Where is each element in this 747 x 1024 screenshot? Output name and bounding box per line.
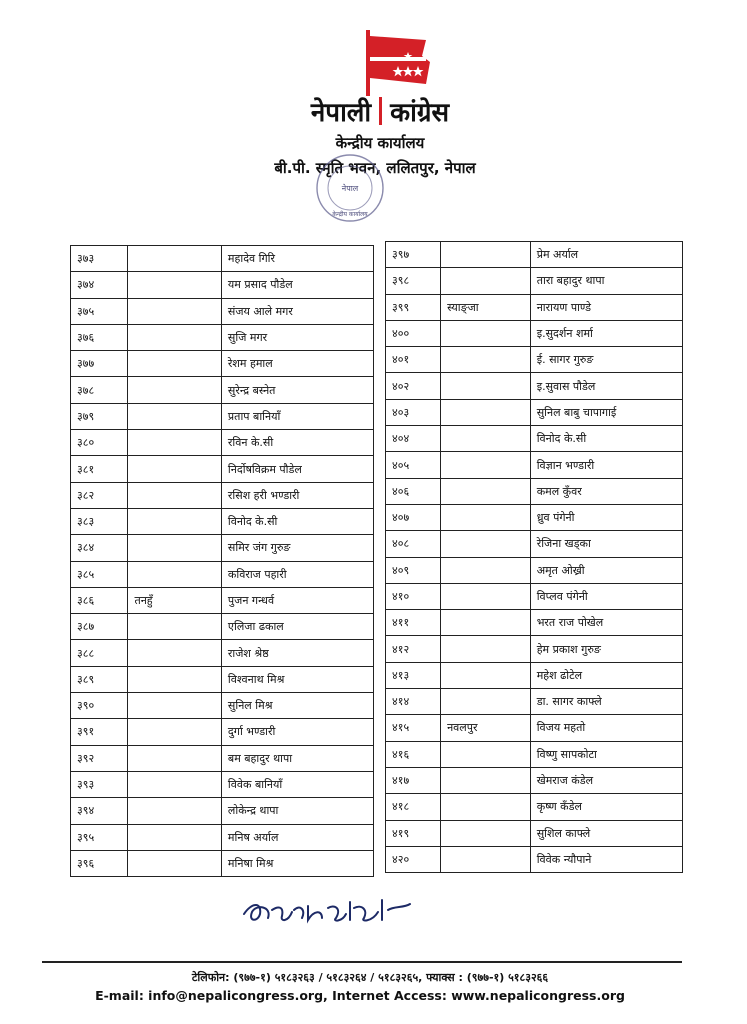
table-row [386, 268, 683, 294]
row-name: पुजन गन्धर्व [221, 587, 373, 613]
row-name: प्रताप बानियाँ [221, 403, 373, 429]
row-district [441, 583, 531, 609]
row-district [441, 268, 531, 294]
row-district [128, 298, 221, 324]
row-name: हेम प्रकाश गुरुङ [530, 636, 682, 662]
row-district [128, 745, 221, 771]
row-district [128, 351, 221, 377]
row-name: विश्वनाथ मिश्र [221, 666, 373, 692]
row-district [441, 662, 531, 688]
table-row [71, 456, 374, 482]
table-row [71, 535, 374, 561]
row-name: सुशिल काफ्ले [530, 820, 682, 846]
row-name: बम बहादुर थापा [221, 745, 373, 771]
row-name: सुनिल बाबु चापागाई [530, 399, 682, 425]
row-name: सुजि मगर [221, 324, 373, 350]
row-district [128, 324, 221, 350]
member-table-left [70, 245, 374, 877]
row-number: ३७४ [71, 272, 128, 298]
table-row [386, 794, 683, 820]
table-row [386, 452, 683, 478]
row-number: ४१३ [386, 662, 441, 688]
seal-top-text: नेपाल [341, 184, 359, 193]
row-district [441, 426, 531, 452]
table-row [386, 557, 683, 583]
row-name: विज्ञान भण्डारी [530, 452, 682, 478]
row-district [441, 846, 531, 872]
row-name: लोकेन्द्र थापा [221, 798, 373, 824]
row-number: ३८६ [71, 587, 128, 613]
table-row [386, 373, 683, 399]
party-name-divider [379, 97, 382, 125]
row-number: ३९० [71, 693, 128, 719]
row-district [128, 614, 221, 640]
row-name: महादेव गिरि [221, 246, 373, 272]
table-row [71, 246, 374, 272]
row-name: कविराज पहारी [221, 561, 373, 587]
row-name: ध्रुव पंगेनी [530, 504, 682, 530]
table-row [386, 531, 683, 557]
row-district [128, 666, 221, 692]
row-district [441, 242, 531, 268]
row-number: ३९४ [71, 798, 128, 824]
row-district [441, 504, 531, 530]
row-name: विनोद के.सी [530, 426, 682, 452]
row-number: ४११ [386, 610, 441, 636]
row-district [441, 820, 531, 846]
row-name: अमृत ओख्री [530, 557, 682, 583]
row-district [441, 399, 531, 425]
row-district [441, 557, 531, 583]
table-row [386, 846, 683, 872]
row-number: ३७३ [71, 246, 128, 272]
party-name [280, 96, 480, 126]
office-seal [314, 152, 386, 224]
row-name: नारायण पाण्डे [530, 294, 682, 320]
table-row [386, 478, 683, 504]
table-row [71, 272, 374, 298]
row-number: ३७६ [71, 324, 128, 350]
row-number: ३९२ [71, 745, 128, 771]
row-name: कृष्ण कँडेल [530, 794, 682, 820]
row-district: स्याङ्जा [441, 294, 531, 320]
row-number: ४१० [386, 583, 441, 609]
table-row [71, 482, 374, 508]
signature [238, 888, 418, 932]
row-district [128, 272, 221, 298]
row-district [128, 456, 221, 482]
row-number: ३९३ [71, 771, 128, 797]
table-row [71, 824, 374, 850]
row-district [128, 246, 221, 272]
row-district: नवलपुर [441, 715, 531, 741]
row-district [441, 636, 531, 662]
row-district [441, 531, 531, 557]
row-name: एलिजा ढकाल [221, 614, 373, 640]
table-row [71, 298, 374, 324]
footer-divider [42, 961, 682, 963]
party-name-left: नेपाली [310, 98, 372, 128]
table-row [71, 614, 374, 640]
table-row [386, 741, 683, 767]
row-name: इ.सुदर्शन शर्मा [530, 320, 682, 346]
office-title: केन्द्रीय कार्यालय [335, 134, 425, 152]
row-district [441, 741, 531, 767]
table-row [71, 745, 374, 771]
row-name: राजेश श्रेष्ठ [221, 640, 373, 666]
table-row [71, 587, 374, 613]
table-row [386, 320, 683, 346]
row-name: मनिष अर्याल [221, 824, 373, 850]
row-district [441, 794, 531, 820]
table-row [71, 351, 374, 377]
row-district [441, 320, 531, 346]
row-number: ४०३ [386, 399, 441, 425]
row-number: ४१७ [386, 767, 441, 793]
table-row [71, 719, 374, 745]
row-number: ३९६ [71, 850, 128, 876]
row-number: ४०६ [386, 478, 441, 504]
row-name: विवेक न्यौपाने [530, 846, 682, 872]
table-row [386, 347, 683, 373]
row-name: समिर जंग गुरुङ [221, 535, 373, 561]
row-number: ४१४ [386, 689, 441, 715]
row-district [128, 535, 221, 561]
row-name: डा. सागर काफ्ले [530, 689, 682, 715]
row-number: ४१९ [386, 820, 441, 846]
row-district [441, 767, 531, 793]
row-name: मनिषा मिश्र [221, 850, 373, 876]
row-number: ३७९ [71, 403, 128, 429]
row-number: ३८४ [71, 535, 128, 561]
row-district [128, 719, 221, 745]
row-district [128, 403, 221, 429]
row-name: विप्लव पंगेनी [530, 583, 682, 609]
row-district [441, 347, 531, 373]
table-row [386, 426, 683, 452]
table-row [386, 610, 683, 636]
row-number: ३७५ [71, 298, 128, 324]
row-number: ३८० [71, 430, 128, 456]
table-row [386, 767, 683, 793]
row-number: ४०८ [386, 531, 441, 557]
row-number: ४१८ [386, 794, 441, 820]
row-number: ३८९ [71, 666, 128, 692]
table-row [386, 662, 683, 688]
row-number: ४०० [386, 320, 441, 346]
row-district [128, 640, 221, 666]
row-number: ३७७ [71, 351, 128, 377]
row-district [128, 850, 221, 876]
table-row [386, 636, 683, 662]
row-number: ३८५ [71, 561, 128, 587]
row-name: तारा बहादुर थापा [530, 268, 682, 294]
row-number: ४०७ [386, 504, 441, 530]
table-row [71, 771, 374, 797]
table-row [71, 561, 374, 587]
party-name-right: कांग्रेस [390, 98, 450, 128]
row-number: ३८३ [71, 508, 128, 534]
office-address: बी.पी. स्मृति भवन, ललितपुर, नेपाल [274, 159, 476, 177]
row-name: विजय महतो [530, 715, 682, 741]
table-row [71, 666, 374, 692]
row-district [128, 377, 221, 403]
row-district [441, 610, 531, 636]
table-row [71, 508, 374, 534]
table-row [71, 798, 374, 824]
table-row [386, 583, 683, 609]
row-district [441, 373, 531, 399]
row-name: ई. सागर गुरुङ [530, 347, 682, 373]
row-name: रेशम हमाल [221, 351, 373, 377]
row-name: रसिश हरी भण्डारी [221, 482, 373, 508]
footer-web: E-mail: info@nepalicongress.org, Internet Access: www.nepalicongress.org [95, 988, 625, 1003]
row-number: ३८७ [71, 614, 128, 640]
signature-text: कृष्णप्रसाद पौडेल [324, 928, 332, 929]
row-name: विवेक बानियाँ [221, 771, 373, 797]
row-district [128, 561, 221, 587]
party-flag-logo [362, 28, 434, 98]
row-number: ४०४ [386, 426, 441, 452]
row-district [128, 508, 221, 534]
table-row [386, 689, 683, 715]
row-name: रेजिना खड्का [530, 531, 682, 557]
row-number: ४२० [386, 846, 441, 872]
row-district [128, 824, 221, 850]
row-district [128, 798, 221, 824]
row-district [441, 689, 531, 715]
row-number: ३८८ [71, 640, 128, 666]
table-row [71, 403, 374, 429]
table-row [386, 504, 683, 530]
row-number: ४०९ [386, 557, 441, 583]
row-name: खेमराज कंडेल [530, 767, 682, 793]
row-name: यम प्रसाद पौडेल [221, 272, 373, 298]
row-name: दुर्गा भण्डारी [221, 719, 373, 745]
row-number: ३९८ [386, 268, 441, 294]
table-row [71, 850, 374, 876]
row-number: ३९९ [386, 294, 441, 320]
row-district [128, 771, 221, 797]
row-number: ४१६ [386, 741, 441, 767]
row-number: ४०२ [386, 373, 441, 399]
table-row [71, 377, 374, 403]
row-number: ४०५ [386, 452, 441, 478]
table-row [386, 820, 683, 846]
row-name: संजय आले मगर [221, 298, 373, 324]
row-number: ४०१ [386, 347, 441, 373]
row-name: सुरेन्द्र बस्नेत [221, 377, 373, 403]
row-name: रविन के.सी [221, 430, 373, 456]
row-name: कमल कुँवर [530, 478, 682, 504]
row-number: ३८२ [71, 482, 128, 508]
row-number: ३९७ [386, 242, 441, 268]
row-name: विनोद के.सी [221, 508, 373, 534]
row-name: सुनिल मिश्र [221, 693, 373, 719]
row-name: भरत राज पोखेल [530, 610, 682, 636]
table-row [71, 640, 374, 666]
row-name: महेश ढोटेल [530, 662, 682, 688]
row-name: इ.सुवास पौडेल [530, 373, 682, 399]
table-row [71, 324, 374, 350]
row-district [128, 482, 221, 508]
row-district [441, 478, 531, 504]
seal-bottom-text: केन्द्रीय कार्यालय [332, 211, 368, 218]
footer-phone: टेलिफोन: (९७७-१) ५१८३२६३ / ५१८३२६४ / ५१८३२६५, फ्याक्स : (९७७-१) ५१८३२६६ [191, 971, 549, 984]
row-district [128, 430, 221, 456]
row-number: ४१५ [386, 715, 441, 741]
member-table-right [385, 241, 683, 873]
table-row [71, 693, 374, 719]
row-number: ३८१ [71, 456, 128, 482]
row-number: ३९१ [71, 719, 128, 745]
row-number: ३७८ [71, 377, 128, 403]
row-district [441, 452, 531, 478]
table-row [386, 242, 683, 268]
row-name: निर्दोषविक्रम पौडेल [221, 456, 373, 482]
table-row [386, 294, 683, 320]
table-row [386, 399, 683, 425]
table-row [386, 715, 683, 741]
row-name: प्रेम अर्याल [530, 242, 682, 268]
row-number: ३९५ [71, 824, 128, 850]
table-row [71, 430, 374, 456]
row-number: ४१२ [386, 636, 441, 662]
row-district: तनहुँ [128, 587, 221, 613]
row-district [128, 693, 221, 719]
row-name: विष्णु सापकोटा [530, 741, 682, 767]
